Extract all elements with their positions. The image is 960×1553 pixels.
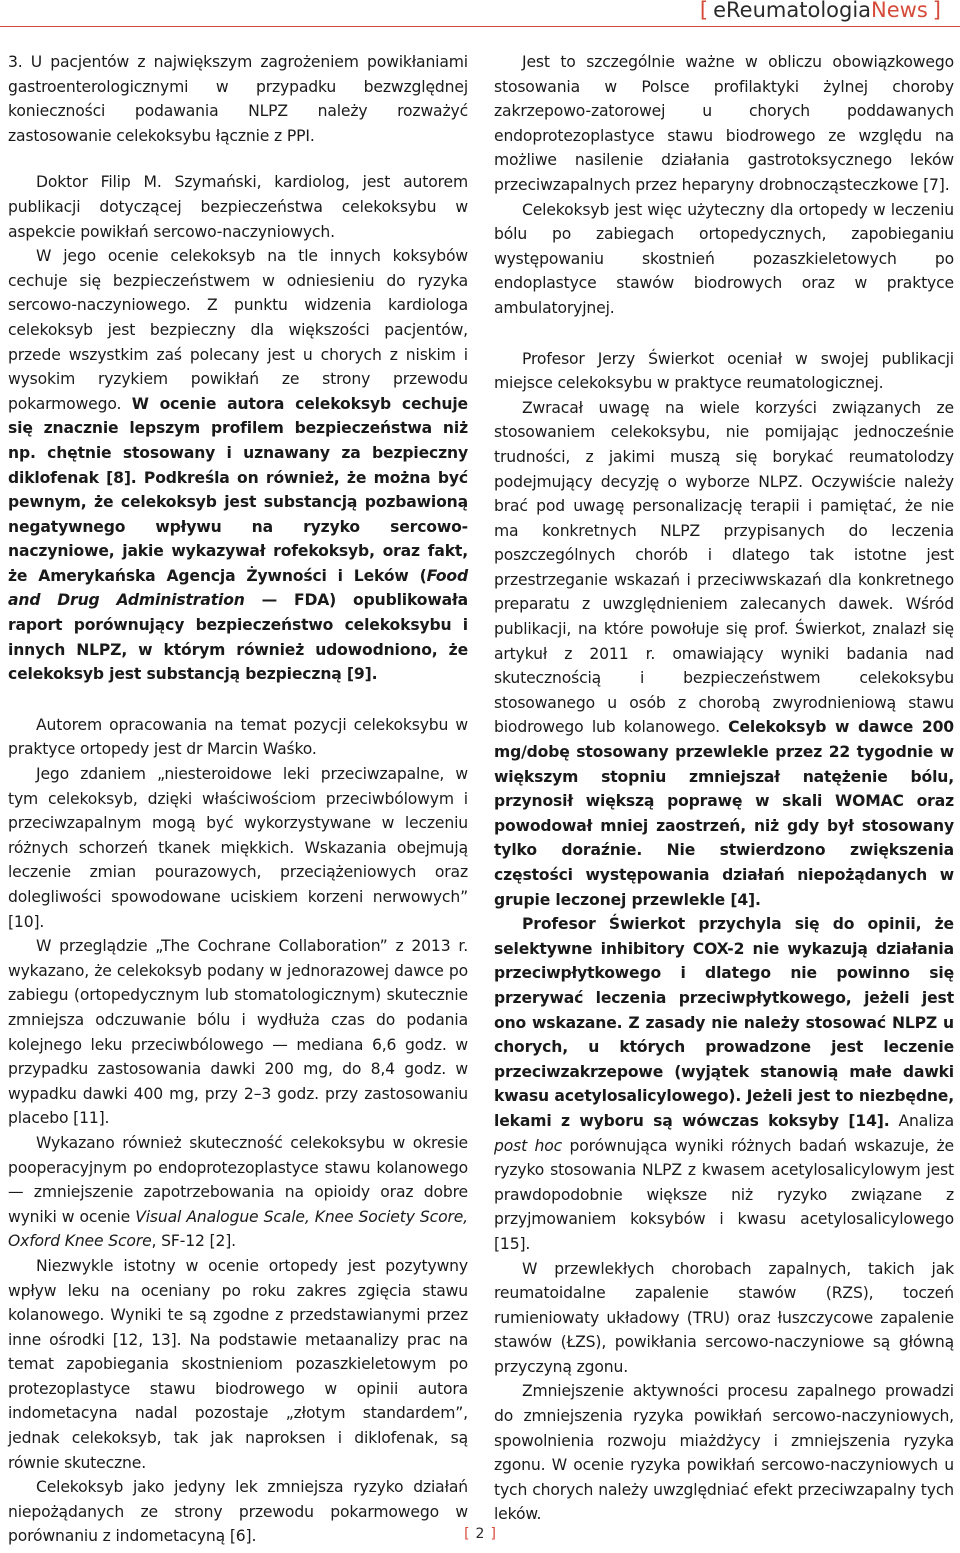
indomethacin-comparison: Celekoksyb jako jedyny lek zmniejsza ryzyko działań niepożądanych ze strony przewodu pokarmowego w porównaniu z indometacyną [6]. [8, 1478, 468, 1546]
cochrane-review: W przeglądzie „The Cochrane Collaboration” z 2013 r. wykazano, że celekoksyb podany w jednorazowej dawce po zabiegu (ortopedycznym lub stomatologicznym) skutecznie zmniejsza odczuwanie bólu i wydłuża czas do podania kolejnego leku przeciwbólowego — mediana 6,6 godz. w przypadku zastosowania dawki 200 mg, do 8,4 godz. w wypadku dawki 400 mg, przy 2–3 godz. przy zastosowaniu placebo [11]. [8, 937, 468, 1128]
thromboprophylaxis: Jest to szczególnie ważne w obliczu obowiązkowego stosowania w Polsce profilaktyki żylnej choroby zakrzepowo-zatorowej u chorych poddawanych endoprotezoplastyce stawu biodrowego ze względu na możliwe nasilenie działania gastrotoksycznego leków przeciwzapalnych przez heparyny drobnocząsteczkowe [7]. [494, 53, 954, 194]
page-number: 2 [475, 1526, 485, 1542]
cox2-antiplatelet [494, 912, 954, 1256]
fda-name: Food and Drug Administration [8, 566, 468, 610]
brand-reumatologia: Reumatologia [726, 0, 872, 22]
footer-bracket-open: [ [464, 1526, 470, 1542]
brand-bracket-close: ] [932, 0, 941, 22]
wasko-intro: Autorem opracowania na temat pozycji celekoksybu w praktyce ortopedy jest dr Marcin Waśko. [8, 715, 468, 759]
szymanski-text: W jego ocenie celekoksyb na tle innych koksybów cechuje się bezpieczeństwem w odniesieniu do ryzyka sercowo-naczyniowego. Z punktu widzenia kardiologa celekoksyb jest bezpieczny dla większości pacjentów, przede wszystkim zaś polecany jest u chorych z niskim i wysokim ryzykiem powikłań ze strony przewodu pokarmowego. [8, 247, 468, 413]
swierkot-text: Zwracał uwagę na wiele korzyści związanych ze stosowaniem celekoksybu, nie pomijając jednocześnie trudności, z jakimi muszą się borykać reumatolodzy podejmujący decyzję o wyborze NLPZ. Oczywiście należy brać pod uwagę personalizację terapii i pamiętać, że nie ma konkretnych NLPZ przypisanych do leczenia poszczególnych chorób i dlatego tak istotne jest przestrzeganie wskazań i przeciwwskazań dla konkretnego preparatu z uwzględnieniem zalecanych dawek. Wśród publikacji, na które powołuje się prof. Świerkot, znalazł się artykuł z 2011 r. omawiający wyniki badania nad skutecznością i bezpieczeństwem celekoksybu stosowanego u osób z chorobą zwyrodnieniową stawu biodrowego lub kolanowego. [494, 398, 954, 737]
right-column [494, 50, 954, 1527]
left-column [8, 50, 468, 1549]
footer-bracket-close: ] [490, 1526, 496, 1542]
wasko-opinion: Jego zdaniem „niesteroidowe leki przeciwzapalne, w tym celekoksyb, dzięki właściwościom przeciwbólowym i przeciwzapalnym mogą być wykorzystywane w leczeniu różnych schorzeń tkanek miękkich. Wskazania obejmują leczenie zmian pourazowych, przeciążeniowych oraz dolegliwości spowodowane uciskiem korzeni nerwowych” [10]. [8, 765, 468, 931]
postoperative-efficacy [8, 1131, 468, 1254]
szymanski-assessment [8, 244, 468, 687]
brand-news: News [871, 0, 928, 22]
brand-bracket-open: [ [699, 0, 709, 22]
szymanski-intro: Doktor Filip M. Szymański, kardiolog, jest autorem publikacji dotyczącej bezpieczeństwa celekoksybu w aspekcie powikłań sercowo-naczyniowych. [8, 173, 468, 241]
page-header [0, 0, 960, 27]
score-names: Visual Analogue Scale, Knee Society Score, Oxford Knee Score [8, 1207, 468, 1251]
page-footer [0, 1526, 960, 1542]
chronic-inflammatory: W przewlekłych chorobach zapalnych, takich jak reumatoidalne zapalenie stawów (RZS), toczeń rumieniowaty układowy (TRU) oraz łuszczycowe zapalenie stawów (ŁZS), powikłania sercowo-naczyniowe są główną przyczyną zgonu. [494, 1259, 954, 1376]
brand-e: e [713, 0, 727, 22]
recommendation-3: 3. U pacjentów z największym zagrożeniem powikłaniami gastroenterologicznymi w przypadku bezwzględnej konieczności podawania NLPZ należy rozważyć zastosowanie celekoksybu łącznie z PPI. [8, 53, 468, 145]
szymanski-bold: W ocenie autora celekoksyb cechuje się znacznie lepszym profilem bezpieczeństwa niż np. chętnie stosowany i uznawany za bezpieczny diklofenak [8]. Podkreśla on również, że można być pewnym, że celekoksyb jest substancją pozbawioną negatywnego wpływu na ryzyko sercowo-naczyniowe, jakie wykazywał rofekoksyb, oraz fakt, że Amerykańska Agencja Żywności i Leków ( [8, 394, 468, 585]
knee-flexion: Niezwykle istotny w ocenie ortopedy jest pozytywny wpływ leku na oceniany po roku zakres zgięcia stawu kolanowego. Wyniki te są zgodne z przedstawianymi przez inne ośrodki [12, 13]. Na podstawie metaanalizy prac na temat zapobiegania skostnieniom pozaszkieletowym po protezoplastyce stawu biodrowego w opinii autora indometacyna nadal pozostaje „złotym standardem”, jednak celekoksyb, tak jak naproksen i diklofenak, są równie skuteczne. [8, 1256, 468, 1472]
swierkot-bold: Celekoksyb w dawce 200 mg/dobę stosowany przewlekle przez 22 tygodnie w większym stopniu zmniejszał natężenie bólu, przynosił większą poprawę w skali WOMAC oraz powodował mniej zaostrzeń, niż gdy był stosowany tylko doraźnie. Nie stwierdzono zwiększenia częstości występowania działań niepożądanych w grupie leczonej przewlekle [4]. [494, 718, 954, 909]
orthopedic-summary: Celekoksyb jest więc użyteczny dla ortopedy w leczeniu bólu po zabiegach ortopedycznych, zapobieganiu występowaniu skostnień pozaszkieletowych po endoplastyce stawów biodrowych oraz w praktyce ambulatoryjnej. [494, 200, 954, 317]
analysis-end: porównująca wyniki różnych badań wskazuje, że ryzyko stosowania NLPZ z kwasem acetylosalicylowym jest prawdopodobnie większe niż ryzyko związane z przyjmowaniem koksybów i kwasu acetylosalicylowego [15]. [494, 1136, 954, 1253]
cox2-bold: Profesor Świerkot przychyla się do opinii, że selektywne inhibitory COX-2 nie wykazują działania przeciwpłytkowego i dlatego nie powinno się przerywać leczenia przeciwpłytkowego, jeżeli jest ono wskazane. Z zasady nie należy stosować NLPZ u chorych, u których prowadzone jest leczenie przeciwzakrzepowe (wyjątek stanowią małe dawki kwasu acetylosalicylowego). Jeżeli jest to niezbędne, lekami z wyboru są wówczas koksyby [14]. [494, 915, 954, 1130]
postop-text: Wykazano również skuteczność celekoksybu w okresie pooperacyjnym po endoprotezoplastyce stawu kolanowego — zmniejszenie zapotrzebowania na opioidy oraz dobre wyniki w ocenie [8, 1133, 468, 1226]
brand-logo [695, 0, 946, 22]
inflammation-reduction: Zmniejszenie aktywności procesu zapalnego prowadzi do zmniejszenia ryzyka powikłań sercowo-naczyniowych, spowolnienia rozwoju miażdżycy i zmniejszenia ryzyka zgonu. W ocenie ryzyka powikłań sercowo-naczyniowych u tych chorych należy uwzględniać efekt przeciwzapalny tych leków. [494, 1382, 954, 1524]
szymanski-bold-end: — FDA) opublikowała raport porównujący bezpieczeństwo celekoksybu i innych NLPZ, w którym również udowodniono, że celekoksyb jest substancją bezpieczną [9]. [8, 591, 468, 684]
analysis-text: Analiza [889, 1111, 954, 1130]
post-hoc: post hoc [494, 1136, 563, 1155]
swierkot-intro: Profesor Jerzy Świerkot oceniał w swojej publikacji miejsce celekoksybu w praktyce reumatologicznej. [494, 349, 954, 393]
swierkot-benefits [494, 396, 954, 912]
postop-end: , SF-12 [2]. [151, 1232, 236, 1251]
